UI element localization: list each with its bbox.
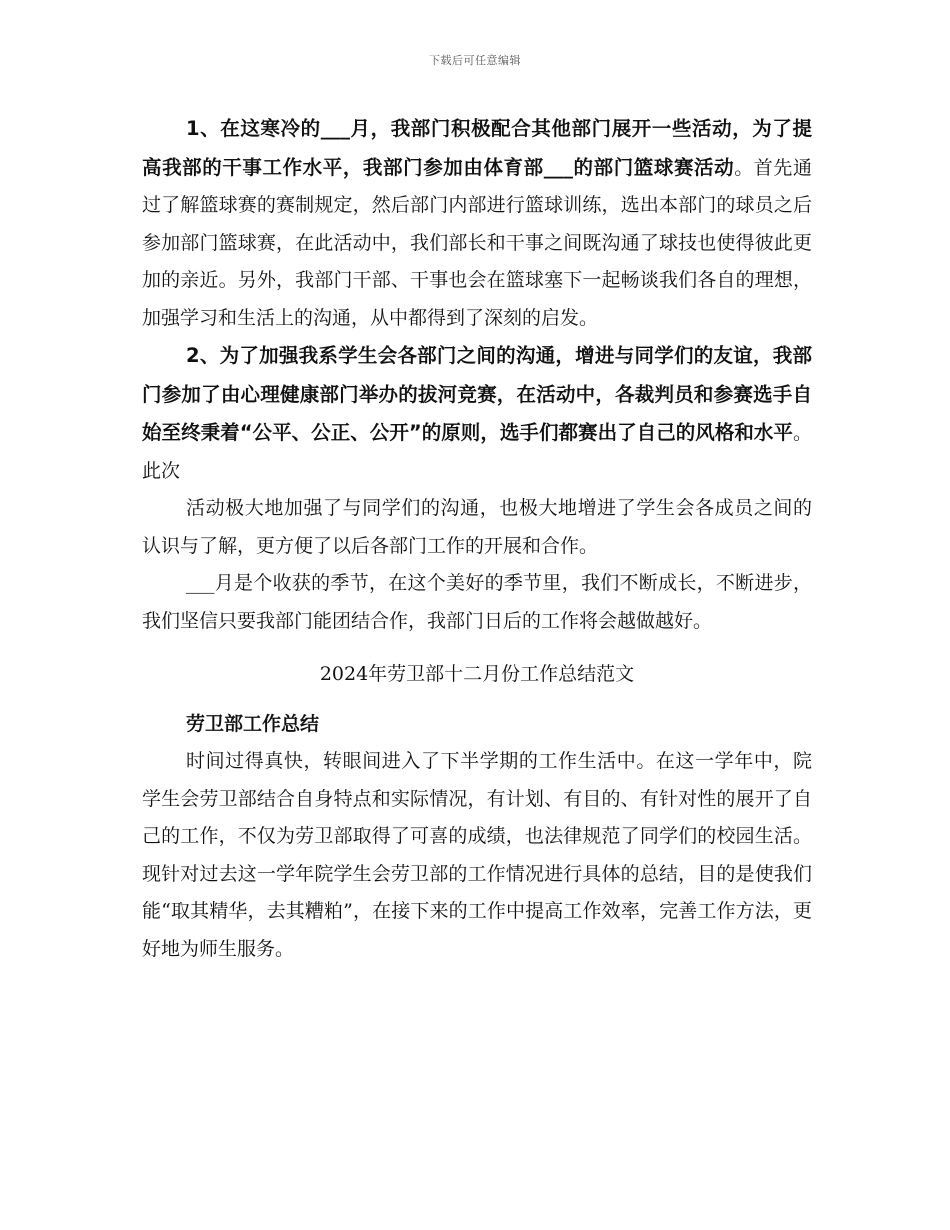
paragraph-basketball-lead: 1、在这寒冷的___月，我部门积极配合其他部门展开一些活动，为了提高我部的干事工作水平，我部门参加由体育部___的部门篮球赛活动 (142, 117, 812, 179)
section-title: 2024年劳卫部十二月份工作总结范文 (319, 663, 635, 685)
paragraph-activity-result: 活动极大地加强了与同学们的沟通，也极大地增进了学生会各成员之间的认识与了解，更方便了以后各部门工作的开展和合作。 (142, 497, 812, 557)
paragraph-tug-of-war (142, 337, 812, 490)
paragraph-tug-of-war-body: 。此次 (142, 422, 812, 482)
header-note: 下载后可任意编辑 (429, 54, 521, 67)
section-subhead: 劳卫部工作总结 (186, 712, 320, 735)
paragraph-basketball (142, 110, 812, 337)
paragraph-summary-intro: 时间过得真快，转眼间进入了下半学期的工作生活中。在这一学年中，院学生会劳卫部结合自身特点和实际情况，有计划、有目的、有针对性的展开了自己的工作，不仅为劳卫部取得了可喜的成绩，也法律规范了同学们的校园生活。现针对过去这一学年院学生会劳卫部的工作情况进行具体的总结，目的是使我们能“取其精华，去其糟粕”，在接下来的工作中提高工作效率，完善工作方法，更好地为师生服务。 (142, 750, 812, 960)
document-body (142, 110, 812, 968)
paragraph-conclusion: ___月是个收获的季节，在这个美好的季节里，我们不断成长，不断进步，我们坚信只要我部门能团结合作，我部门日后的工作将会越做越好。 (142, 572, 812, 632)
paragraph-tug-of-war-lead: 2、为了加强我系学生会各部门之间的沟通，增进与同学们的友谊，我部门参加了由心理健康部门举办的拔河竞赛，在活动中，各裁判员和参赛选手自始至终秉着“公平、公正、公开”的原则，选手们都赛出了自己的风格和水平 (142, 344, 812, 444)
paragraph-basketball-body: 。首先通过了解篮球赛的赛制规定，然后部门内部进行篮球训练，选出本部门的球员之后参加部门篮球赛，在此活动中，我们部长和干事之间既沟通了球技也使得彼此更加的亲近。另外，我部门干部、干事也会在篮球塞下一起畅谈我们各自的理想，加强学习和生活上的沟通，从中都得到了深刻的启发。 (142, 156, 812, 329)
